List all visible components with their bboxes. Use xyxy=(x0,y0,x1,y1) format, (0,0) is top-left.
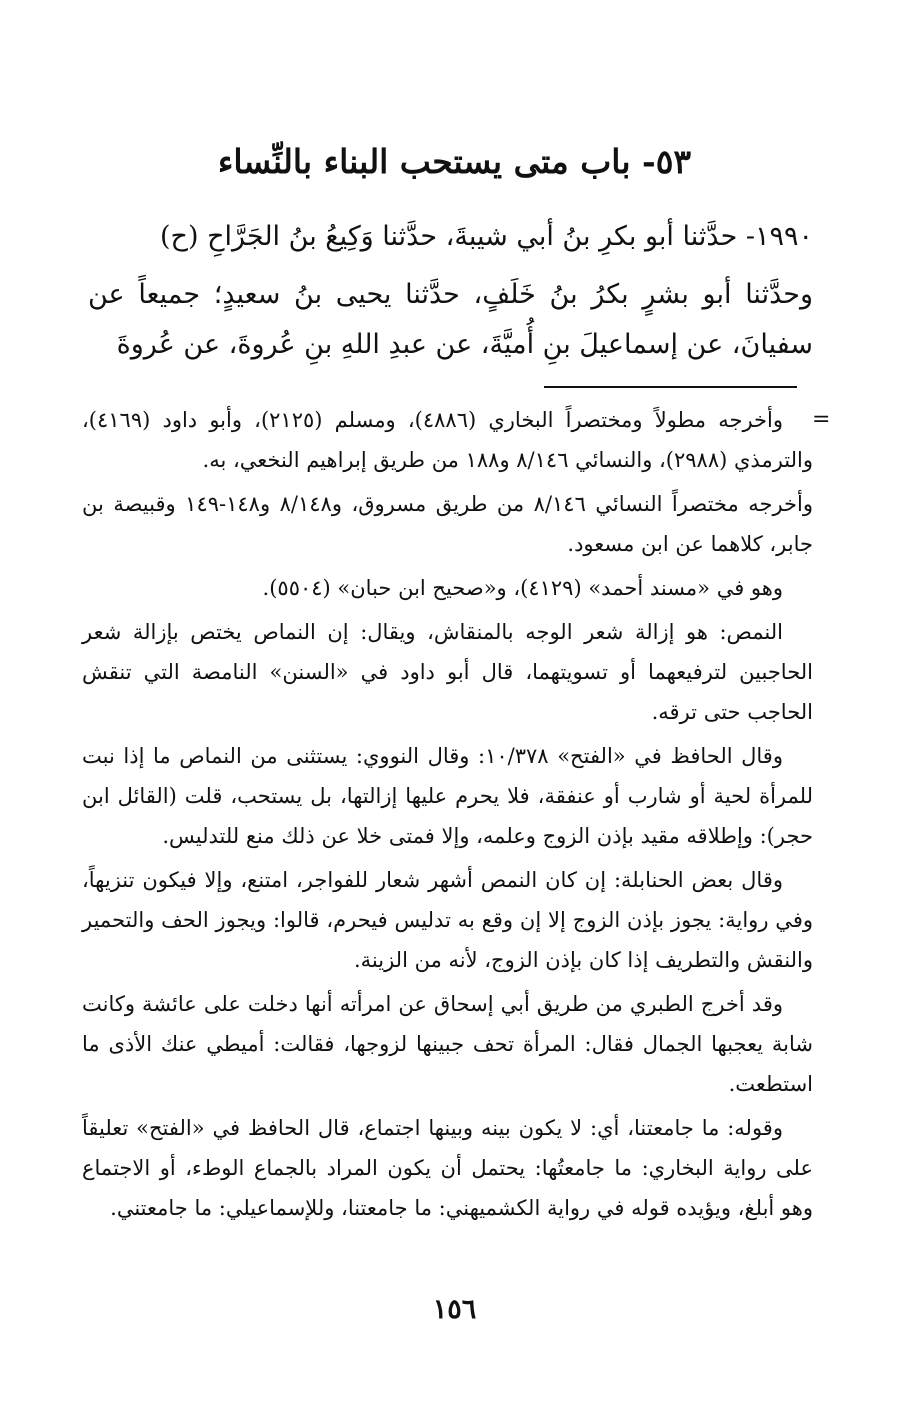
footnote-paragraph: النمص: هو إزالة شعر الوجه بالمنقاش، ويقال: إن النماص يختص بإزالة شعر الحاجبين لترفيعهما أو تسويتهما، قال أبو داود في «السنن» النامصة التي تنقش الحاجب حتى ترقه. xyxy=(82,620,813,724)
footnote-separator xyxy=(544,386,797,388)
footnote-paragraph: وهو في «مسند أحمد» (٤١٢٩)، و«صحيح ابن حبان» (٥٥٠٤). xyxy=(262,576,783,600)
footnote-paragraph: وأخرجه مختصراً النسائي ٨/١٤٦ من طريق مسروق، و٨/١٤٨ و١٤٨-١٤٩ وقبيصة بن جابر، كلاهما عن ابن مسعود. xyxy=(82,492,813,556)
hadith-text xyxy=(88,212,813,370)
footnote-paragraph: وأخرجه مطولاً ومختصراً البخاري (٤٨٨٦)، ومسلم (٢١٢٥)، وأبو داود (٤١٦٩)، والترمذي (٢٩٨٨)، والنسائي ٨/١٤٦ و١٨٨ من طريق إبراهيم النخعي، به. xyxy=(82,408,813,472)
footnote-paragraph: وقد أخرج الطبري من طريق أبي إسحاق عن امرأته أنها دخلت على عائشة وكانت شابة يعجبها الجمال فقال: المرأة تحف جبينها لزوجها، فقالت: أميطي عنك الأذى ما استطعت. xyxy=(82,992,813,1096)
continuation-mark: = xyxy=(812,407,831,432)
hadith-isnad-body: وحدَّثنا أبو بشرٍ بكرُ بنُ خَلَفٍ، حدَّثنا يحيى بنُ سعيدٍ؛ جميعاً عن سفيانَ، عن إسماعيلَ بنِ أُميَّةَ، عن عبدِ اللهِ بنِ عُروةَ، عن عُروةَ xyxy=(88,279,813,360)
footnote-paragraph: وقال الحافظ في «الفتح» ١٠/٣٧٨: وقال النووي: يستثنى من النماص ما إذا نبت للمرأة لحية أو شارب أو عنفقة، فلا يحرم عليها إزالتها، بل يستحب، قلت (القائل ابن حجر): وإطلاقه مقيد بإذن الزوج وعلمه، وإلا فمتى خلا عن ذلك منع للتدليس. xyxy=(82,744,813,848)
footnote-paragraph: وقال بعض الحنابلة: إن كان النمص أشهر شعار للفواجر، امتنع، وإلا فيكون تنزيهاً، وفي رواية: يجوز بإذن الزوج إلا إن وقع به تدليس فيحرم، قالوا: ويجوز الحف والتحمير والنقش والتطريف إذا كان بإذن الزوج، لأنه من الزينة. xyxy=(82,868,813,972)
footnotes xyxy=(82,400,813,1232)
chapter-heading: ٥٣- باب متى يستحب البناء بالنِّساء xyxy=(217,142,692,181)
hadith-isnad-line: ١٩٩٠- حدَّثنا أبو بكرِ بنُ أبي شيبةَ، حدَّثنا وَكِيعُ بنُ الجَرَّاحِ (ح) xyxy=(160,221,813,252)
page-number: ١٥٦ xyxy=(432,1294,477,1325)
footnote-paragraph: وقوله: ما جامعتنا، أي: لا يكون بينه وبينها اجتماع، قال الحافظ في «الفتح» تعليقاً على رواية البخاري: ما جامعتُها: يحتمل أن يكون المراد بالجماع الوطء، أو الاجتماع وهو أبلغ، ويؤيده قوله في رواية الكشميهني: ما جامعتنا، وللإسماعيلي: ما جامعتني. xyxy=(82,1116,813,1220)
